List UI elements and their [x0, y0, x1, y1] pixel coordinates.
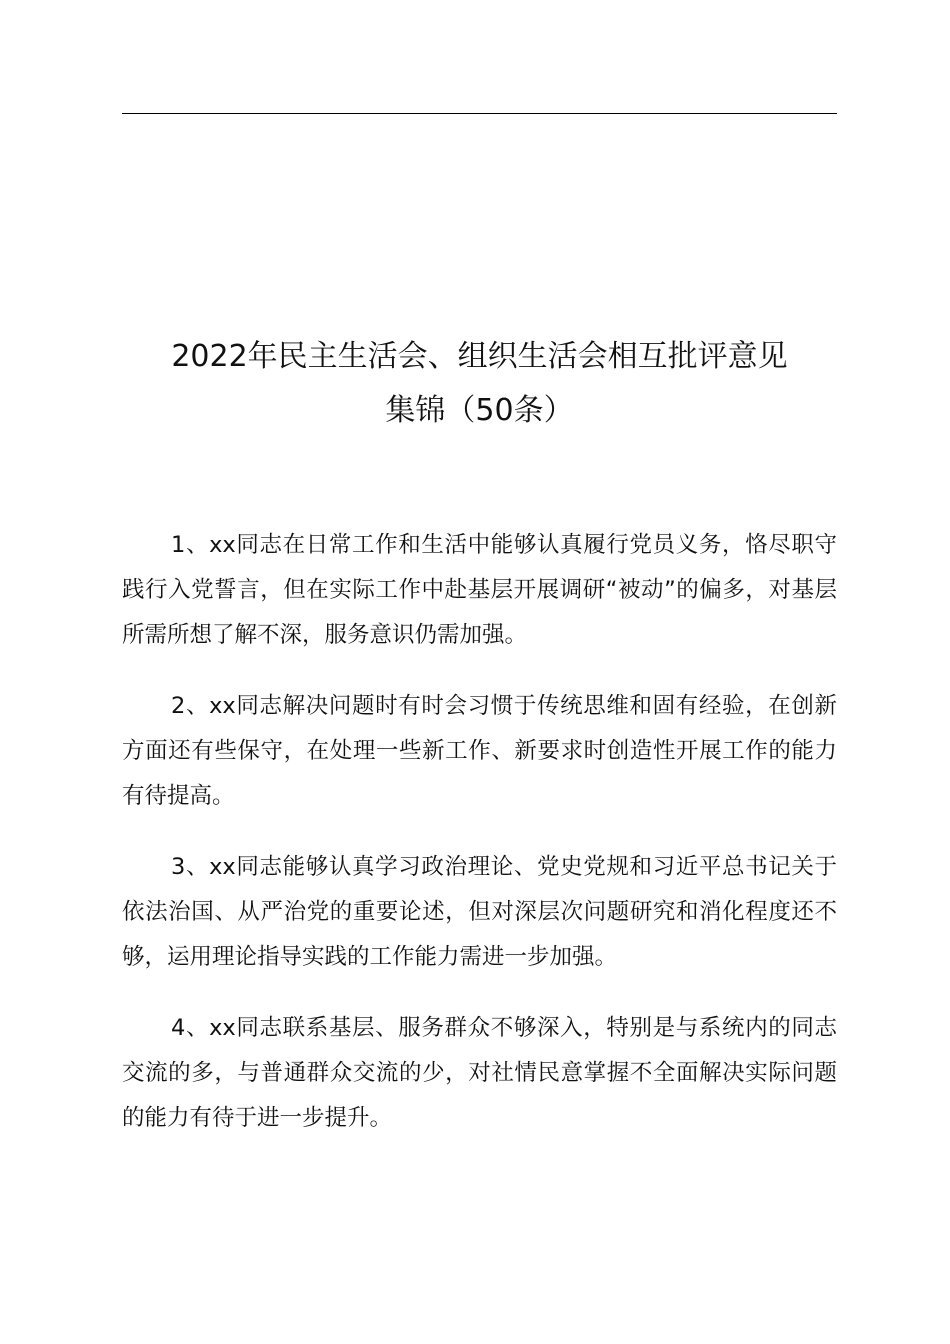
title-line-1: 2022年民主生活会、组织生活会相互批评意见: [171, 339, 788, 374]
header-rule: [122, 113, 837, 114]
title-line-2: 集锦（50条）: [385, 393, 574, 428]
paragraph-2: 2、xx同志解决问题时有时会习惯于传统思维和固有经验，在创新方面还有些保守，在处理一些新工作、新要求时创造性开展工作的能力有待提高。: [122, 693, 837, 809]
paragraph-3: 3、xx同志能够认真学习政治理论、党史党规和习近平总书记关于依法治国、从严治党的重要论述，但对深层次问题研究和消化程度还不够，运用理论指导实践的工作能力需进一步加强。: [122, 854, 837, 970]
paragraph-4: 4、xx同志联系基层、服务群众不够深入，特别是与系统内的同志交流的多，与普通群众交流的少，对社情民意掌握不全面解决实际问题的能力有待于进一步提升。: [122, 1015, 837, 1131]
paragraph-1: 1、xx同志在日常工作和生活中能够认真履行党员义务，恪尽职守践行入党誓言，但在实际工作中赴基层开展调研“被动”的偏多，对基层所需所想了解不深，服务意识仍需加强。: [122, 532, 837, 648]
document-body: [122, 523, 837, 1167]
page-title: [122, 330, 837, 438]
